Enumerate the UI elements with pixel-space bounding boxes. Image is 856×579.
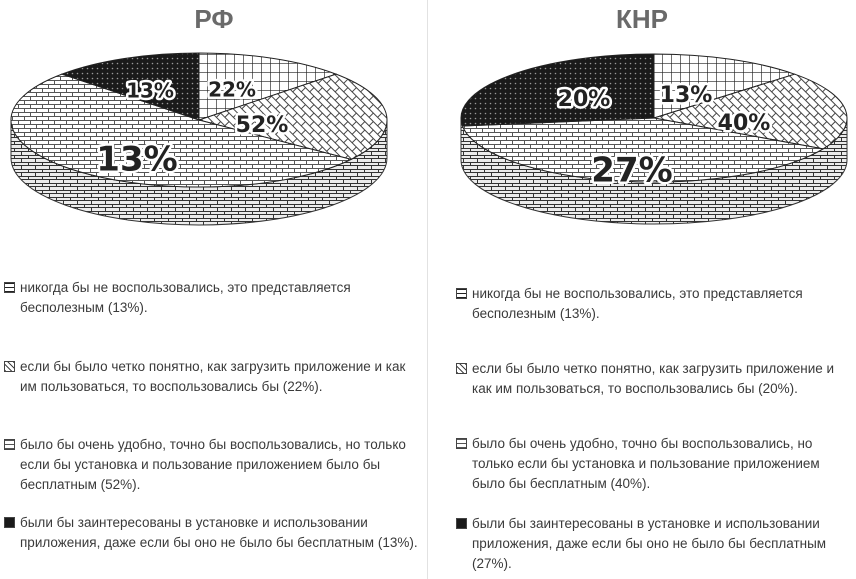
legend-swatch-diagonal-brick (456, 363, 467, 374)
legend-swatch-dark-dots (456, 518, 467, 529)
pie-data-label: 13% (126, 78, 174, 103)
legend-swatch-dark-dots (4, 517, 15, 528)
pie-data-label: 20% (557, 87, 611, 112)
legend-label: никогда бы не воспользовались, это представляется бесполезным (13%). (472, 286, 803, 321)
chart-panel-knr (428, 0, 856, 579)
legend-item (4, 435, 424, 495)
pie-chart-knr (428, 36, 856, 246)
legend-label: были бы заинтересованы в установке и использовании приложения, даже если бы оно не было бы бесплатным (27%). (472, 516, 827, 571)
legend-swatch-diagonal-brick (4, 361, 15, 372)
chart-title: КНР (616, 4, 668, 34)
legend-label: никогда бы не воспользовались, это представляется бесполезным (13%). (20, 280, 351, 315)
legend-item (456, 284, 852, 324)
pie-data-label: 40% (717, 111, 771, 136)
legend-item (4, 278, 424, 318)
legend-label: было бы очень удобно, точно бы воспользовались, но только если бы установка и пользование приложением было бы бесплатным (40%). (472, 436, 820, 491)
legend-label: было бы очень удобно, точно бы воспользовались, но только если бы установка и пользование приложением было бы бесплатным (52%). (20, 437, 406, 492)
pie-data-label: 22% (208, 77, 256, 102)
legend-label: если бы было четко понятно, как загрузить приложение и как им пользоваться, то воспользовались бы (20%). (472, 361, 835, 396)
legend-swatch-grid (456, 288, 467, 299)
pie-data-label: 27% (591, 150, 673, 191)
legend-swatch-brick (456, 438, 467, 449)
legend-item (4, 357, 424, 397)
legend-label: если бы было четко понятно, как загрузить приложение и как им пользоваться, то воспользовались бы (22%). (20, 359, 406, 394)
pie-data-label: 13% (659, 83, 713, 108)
legend-item (456, 359, 852, 399)
legend-swatch-grid (4, 282, 15, 293)
legend-item (4, 513, 424, 553)
chart-title: РФ (194, 4, 234, 34)
legend-swatch-brick (4, 439, 15, 450)
legend-item (456, 514, 852, 574)
pie-data-label: 52% (235, 113, 289, 138)
pie-chart-rf (0, 36, 428, 246)
legend-label: были бы заинтересованы в установке и использовании приложения, даже если бы оно не было бы бесплатным (13%). (20, 515, 418, 550)
pie-data-label: 13% (96, 139, 178, 180)
legend-item (456, 434, 852, 494)
